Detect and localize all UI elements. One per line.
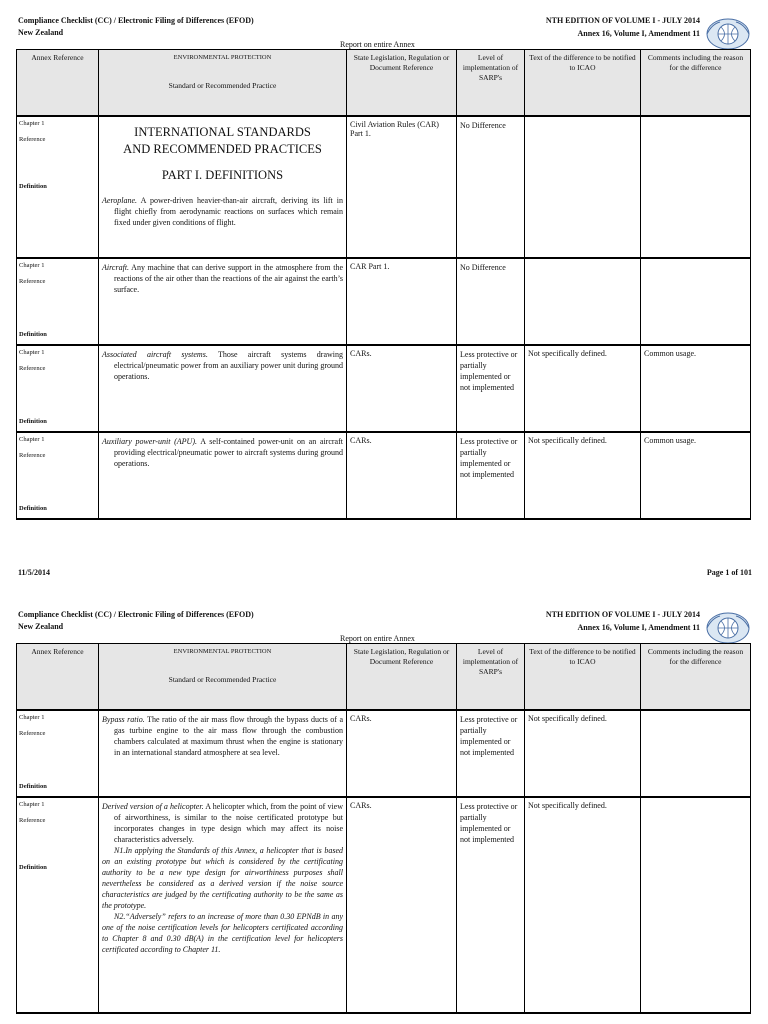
chapter-label: Chapter 1 bbox=[19, 348, 45, 356]
compliance-table-page2 bbox=[16, 643, 751, 1014]
report-scope: Report on entire Annex bbox=[340, 40, 415, 49]
annex-label: Annex 16, Volume I, Amendment 11 bbox=[577, 29, 700, 38]
part-heading: PART I. DEFINITIONS bbox=[161, 167, 284, 182]
chapter-label: Chapter 1 bbox=[19, 435, 45, 443]
level-cell: Less protective or partially implemented or not implemented bbox=[457, 432, 525, 519]
comment-cell: Common usage. bbox=[641, 432, 751, 519]
section-heading bbox=[102, 124, 343, 158]
definition-label: Definition bbox=[19, 504, 47, 512]
comment-cell: Common usage. bbox=[641, 345, 751, 432]
definition-text bbox=[102, 195, 343, 228]
state-ref-cell: CARs. bbox=[347, 710, 457, 797]
difference-cell: Not specifically defined. bbox=[525, 432, 641, 519]
standard-cell bbox=[99, 116, 347, 258]
table-row bbox=[17, 116, 751, 258]
note-1: N1.In applying the Standards of this Annex, a helicopter that is based on an existing prototype but which is considered by the certificating authority to be a new type design for airworthiness purposes shall nevertheless be considered as a derived version if the noise source characteristics are judged by the certificating authority to be the same as the prototype. bbox=[102, 845, 343, 910]
doc-title: Compliance Checklist (CC) / Electronic Filing of Differences (EFOD) bbox=[18, 16, 254, 25]
standard-cell bbox=[99, 432, 347, 519]
col-state-legislation: State Legislation, Regulation or Document Reference bbox=[347, 50, 457, 116]
definition-body: A power-driven heavier-than-air aircraft, deriving its lift in flight chiefly from aerodynamic reactions on surfaces which remain fixed under given conditions of flight. bbox=[114, 195, 343, 227]
standard-label: Standard or Recommended Practice bbox=[168, 81, 277, 90]
icao-logo-icon bbox=[704, 16, 752, 52]
annex-ref-cell bbox=[17, 432, 99, 519]
col-level: Level of implementation of SARP's bbox=[457, 50, 525, 116]
definition-label: Definition bbox=[19, 863, 47, 871]
col-text-difference: Text of the difference to be notified to ICAO bbox=[525, 50, 641, 116]
state-name: New Zealand bbox=[18, 622, 64, 631]
reference-label: Reference bbox=[19, 364, 46, 372]
level-cell: Less protective or partially implemented or not implemented bbox=[457, 710, 525, 797]
comment-cell bbox=[641, 710, 751, 797]
heading-line-1: INTERNATIONAL STANDARDS bbox=[134, 124, 311, 139]
page1-header bbox=[18, 16, 752, 52]
heading-line-2: AND RECOMMENDED PRACTICES bbox=[123, 141, 322, 156]
table-header-row bbox=[17, 644, 751, 710]
reference-label: Reference bbox=[19, 451, 46, 459]
doc-title: Compliance Checklist (CC) / Electronic Filing of Differences (EFOD) bbox=[18, 610, 254, 619]
col-state-legislation: State Legislation, Regulation or Document Reference bbox=[347, 644, 457, 710]
page2-header bbox=[18, 610, 752, 646]
col-standard bbox=[99, 50, 347, 116]
reference-label: Reference bbox=[19, 729, 46, 737]
standard-cell bbox=[99, 258, 347, 345]
icao-logo-icon bbox=[704, 610, 752, 646]
term: Auxiliary power-unit (APU). bbox=[102, 436, 197, 446]
definition-text bbox=[102, 349, 343, 382]
annex-ref-cell bbox=[17, 345, 99, 432]
definition-body: Those aircraft systems drawing electrical/pneumatic power from an auxiliary power unit during ground operations. bbox=[114, 349, 344, 381]
level-cell: Less protective or partially implemented or not implemented bbox=[457, 345, 525, 432]
table-row bbox=[17, 258, 751, 345]
definition-text bbox=[102, 714, 343, 758]
col-annex-reference: Annex Reference bbox=[17, 50, 99, 116]
env-protection-label: ENVIRONMENTAL PROTECTION bbox=[173, 54, 272, 61]
chapter-label: Chapter 1 bbox=[19, 800, 45, 808]
definition-text bbox=[102, 436, 343, 469]
comment-cell bbox=[641, 258, 751, 345]
term: Aircraft. bbox=[102, 262, 130, 272]
col-comments: Comments including the reason for the difference bbox=[641, 644, 751, 710]
difference-cell: Not specifically defined. bbox=[525, 797, 641, 1013]
standard-label: Standard or Recommended Practice bbox=[168, 675, 277, 684]
reference-label: Reference bbox=[19, 135, 46, 143]
annex-label: Annex 16, Volume I, Amendment 11 bbox=[577, 623, 700, 632]
edition-label: NTH EDITION OF VOLUME I - JULY 2014 bbox=[545, 610, 700, 619]
definition-label: Definition bbox=[19, 182, 47, 190]
table-row bbox=[17, 345, 751, 432]
standard-cell bbox=[99, 797, 347, 1013]
col-comments: Comments including the reason for the difference bbox=[641, 50, 751, 116]
state-ref-cell: CARs. bbox=[347, 345, 457, 432]
page-footer bbox=[18, 568, 752, 577]
state-ref-cell: Civil Aviation Rules (CAR) Part 1. bbox=[347, 116, 457, 258]
definition-text bbox=[102, 262, 343, 295]
difference-cell: Not specifically defined. bbox=[525, 345, 641, 432]
table-row bbox=[17, 710, 751, 797]
level-cell: Less protective or partially implemented or not implemented bbox=[457, 797, 525, 1013]
env-protection-label: ENVIRONMENTAL PROTECTION bbox=[173, 648, 272, 655]
level-cell: No Difference bbox=[457, 116, 525, 258]
state-ref-cell: CAR Part 1. bbox=[347, 258, 457, 345]
compliance-table-page1 bbox=[16, 49, 751, 520]
table-header-row bbox=[17, 50, 751, 116]
term: Aeroplane. bbox=[102, 195, 138, 205]
definition-text bbox=[102, 801, 343, 845]
col-text-difference: Text of the difference to be notified to ICAO bbox=[525, 644, 641, 710]
page-number: Page 1 of 101 bbox=[706, 568, 752, 577]
standard-cell bbox=[99, 710, 347, 797]
annex-ref-cell bbox=[17, 116, 99, 258]
col-annex-reference: Annex Reference bbox=[17, 644, 99, 710]
table-row bbox=[17, 797, 751, 1013]
state-ref-cell: CARs. bbox=[347, 432, 457, 519]
term: Bypass ratio. bbox=[102, 714, 145, 724]
note-2: N2.“Adversely” refers to an increase of more than 0.30 EPNdB in any one of the noise certification levels for helicopters certificated according to Chapter 8 and 0.30 dB(A) in the certification level for helicopters certificated according to Chapter 11. bbox=[102, 911, 343, 954]
standard-cell bbox=[99, 345, 347, 432]
definition-body: Any machine that can derive support in the atmosphere from the reactions of the air other than the reactions of the air against the earth’s surface. bbox=[114, 262, 343, 294]
state-name: New Zealand bbox=[18, 28, 64, 37]
reference-label: Reference bbox=[19, 277, 46, 285]
table-row bbox=[17, 432, 751, 519]
level-cell: No Difference bbox=[457, 258, 525, 345]
chapter-label: Chapter 1 bbox=[19, 261, 45, 269]
definition-label: Definition bbox=[19, 417, 47, 425]
definition-body: A self-contained power-unit on an aircraft providing electrical/pneumatic power to aircraft systems during ground operations. bbox=[114, 436, 343, 468]
annex-ref-cell bbox=[17, 710, 99, 797]
annex-ref-cell bbox=[17, 258, 99, 345]
definition-label: Definition bbox=[19, 782, 47, 790]
footer-date: 11/5/2014 bbox=[18, 568, 51, 577]
edition-label: NTH EDITION OF VOLUME I - JULY 2014 bbox=[545, 16, 700, 25]
chapter-label: Chapter 1 bbox=[19, 713, 45, 721]
difference-cell: Not specifically defined. bbox=[525, 710, 641, 797]
term: Associated aircraft systems. bbox=[102, 349, 208, 359]
comment-cell bbox=[641, 797, 751, 1013]
report-scope: Report on entire Annex bbox=[340, 634, 415, 643]
state-ref-cell: CARs. bbox=[347, 797, 457, 1013]
definition-body: The ratio of the air mass flow through the bypass ducts of a gas turbine engine to the air mass flow through the combustion chambers calculated at maximum thrust when the engine is stationary in an international standard atmosphere at sea level. bbox=[114, 714, 344, 757]
col-standard bbox=[99, 644, 347, 710]
comment-cell bbox=[641, 116, 751, 258]
chapter-label: Chapter 1 bbox=[19, 119, 45, 127]
annex-ref-cell bbox=[17, 797, 99, 1013]
definition-label: Definition bbox=[19, 330, 47, 338]
term: Derived version of a helicopter. bbox=[102, 801, 204, 811]
definition-body: A helicopter which, from the point of view of airworthiness, is similar to the noise certificated prototype but incorporates changes in type design which may affect its noise characteristics adversely. bbox=[114, 801, 343, 844]
col-level: Level of implementation of SARP's bbox=[457, 644, 525, 710]
reference-label: Reference bbox=[19, 816, 46, 824]
difference-cell bbox=[525, 258, 641, 345]
difference-cell bbox=[525, 116, 641, 258]
